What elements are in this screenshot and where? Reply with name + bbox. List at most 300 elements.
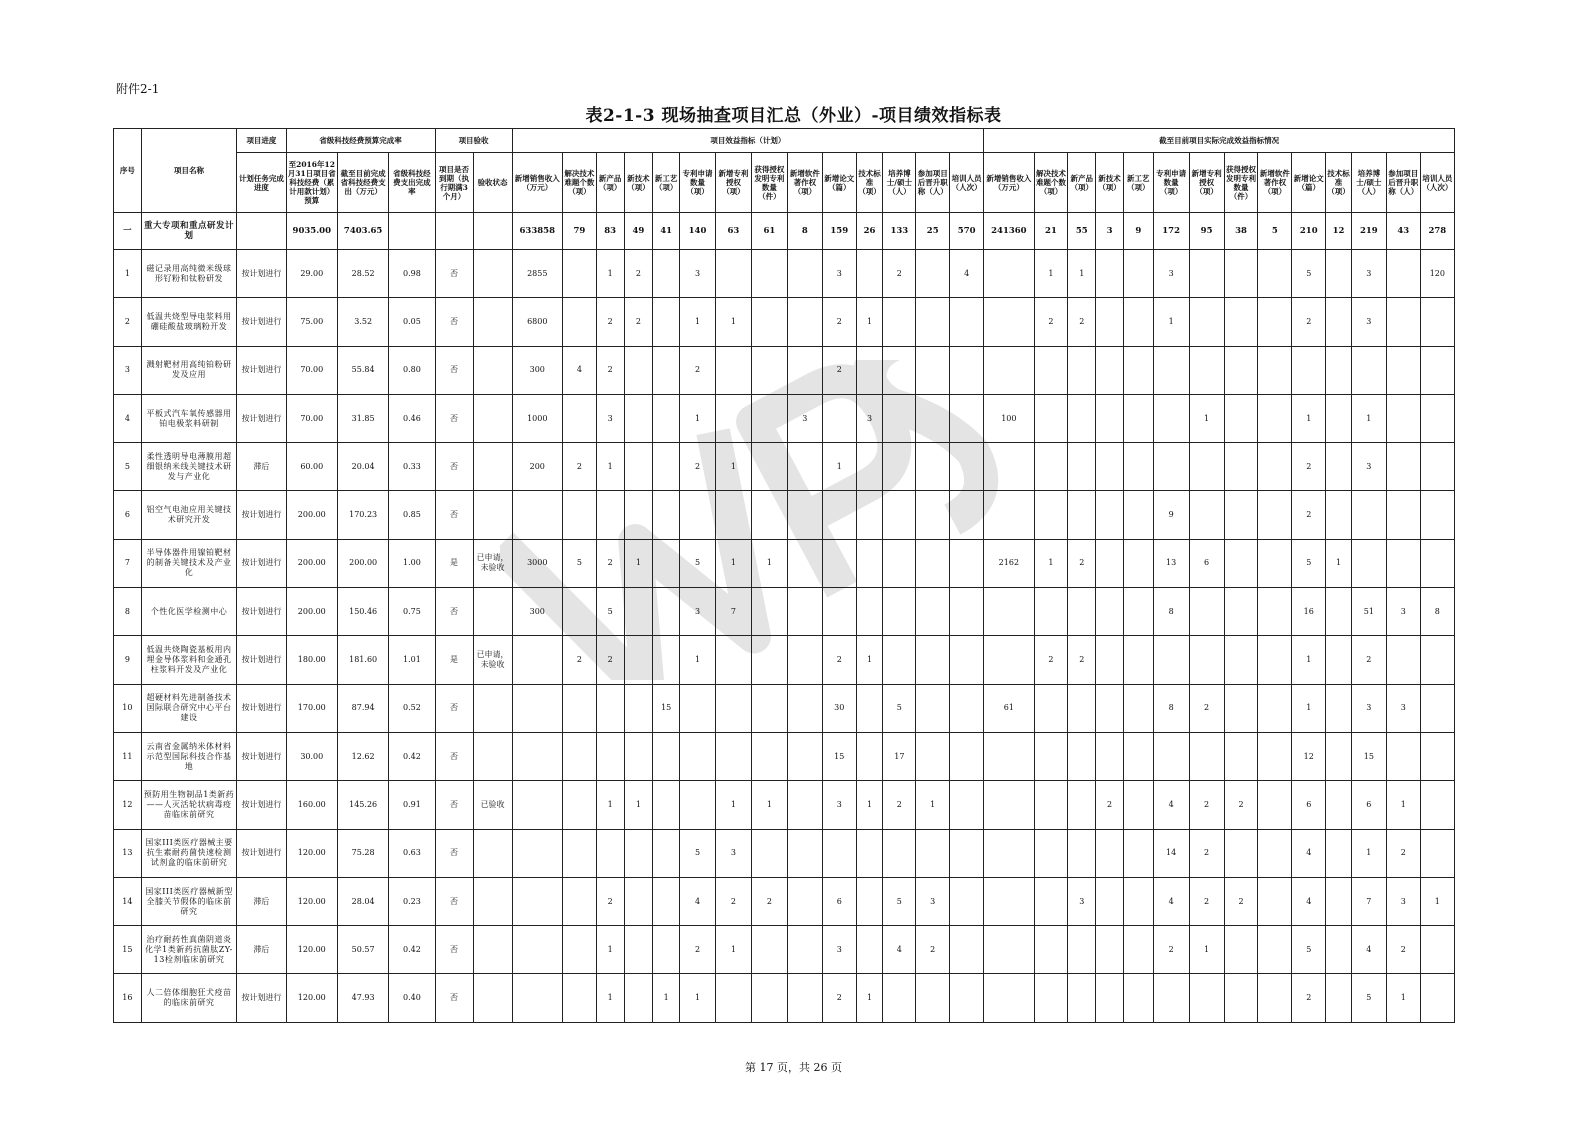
cell-planned-metric: 5 bbox=[596, 588, 624, 636]
cell-budget: 29.00 bbox=[286, 250, 337, 298]
cell-actual-metric bbox=[1189, 443, 1224, 491]
cell-actual-metric bbox=[984, 926, 1034, 974]
cell-progress: 按计划进行 bbox=[237, 974, 286, 1022]
planned-metric-header: 新增软件著作权（项） bbox=[787, 153, 822, 213]
header-planned: 项目效益指标（计划） bbox=[512, 129, 984, 153]
cell-actual-metric bbox=[1258, 394, 1292, 442]
cell-actual-metric: 120 bbox=[1420, 250, 1454, 298]
cell-actual-metric: 2 bbox=[1189, 829, 1224, 877]
cell-actual-metric bbox=[1326, 781, 1352, 829]
cell-planned-metric bbox=[624, 877, 653, 925]
cell-status: 已申请，未验收 bbox=[473, 539, 512, 587]
planned-metric-header: 新增专利授权（项） bbox=[715, 153, 751, 213]
cell-planned-metric: 79 bbox=[562, 213, 596, 250]
table-row bbox=[114, 491, 1455, 539]
cell-actual-metric bbox=[1258, 298, 1292, 346]
cell-actual-metric bbox=[1189, 298, 1224, 346]
cell-name: 溅射靶材用高纯铂粉研发及应用 bbox=[141, 346, 237, 394]
cell-actual-metric bbox=[1258, 877, 1292, 925]
cell-actual-metric bbox=[1224, 491, 1258, 539]
cell-actual-metric bbox=[1420, 298, 1454, 346]
cell-actual-metric: 210 bbox=[1292, 213, 1326, 250]
cell-planned-metric bbox=[653, 250, 680, 298]
cell-rate: 0.46 bbox=[389, 394, 435, 442]
cell-progress: 按计划进行 bbox=[237, 394, 286, 442]
cell-rate: 0.42 bbox=[389, 732, 435, 780]
cell-actual-metric bbox=[1096, 684, 1124, 732]
cell-planned-metric: 5 bbox=[883, 877, 916, 925]
cell-planned-metric bbox=[680, 491, 716, 539]
cell-actual-metric bbox=[1096, 346, 1124, 394]
cell-actual-metric bbox=[984, 588, 1034, 636]
cell-planned-metric bbox=[916, 346, 950, 394]
cell-planned-metric bbox=[787, 636, 822, 684]
header-acceptance: 项目验收 bbox=[435, 129, 512, 153]
cell-overdue: 是 bbox=[435, 636, 473, 684]
cell-planned-metric bbox=[856, 346, 883, 394]
cell-actual-metric bbox=[1258, 974, 1292, 1022]
cell-actual-metric: 3 bbox=[1351, 443, 1386, 491]
cell-actual-metric: 3 bbox=[1351, 298, 1386, 346]
cell-planned-metric bbox=[950, 539, 984, 587]
cell-actual-metric bbox=[1068, 732, 1096, 780]
cell-actual-metric: 3 bbox=[1351, 684, 1386, 732]
cell-planned-metric bbox=[787, 974, 822, 1022]
cell-actual-metric: 5 bbox=[1292, 539, 1326, 587]
cell-actual-metric bbox=[1123, 781, 1153, 829]
cell-status bbox=[473, 684, 512, 732]
cell-planned-metric bbox=[916, 298, 950, 346]
planned-metric-header: 技术标准（项） bbox=[856, 153, 883, 213]
cell-actual-metric bbox=[1420, 684, 1454, 732]
cell-spent: 55.84 bbox=[337, 346, 388, 394]
cell-actual-metric: 2 bbox=[1189, 684, 1224, 732]
cell-planned-metric: 2 bbox=[562, 636, 596, 684]
cell-planned-metric bbox=[751, 926, 787, 974]
cell-planned-metric: 15 bbox=[653, 684, 680, 732]
cell-planned-metric bbox=[856, 684, 883, 732]
cell-progress: 按计划进行 bbox=[237, 346, 286, 394]
cell-budget: 120.00 bbox=[286, 877, 337, 925]
cell-planned-metric bbox=[512, 926, 562, 974]
cell-actual-metric bbox=[1189, 588, 1224, 636]
cell-actual-metric: 2 bbox=[1096, 781, 1124, 829]
cell-actual-metric bbox=[1224, 732, 1258, 780]
cell-actual-metric bbox=[1224, 588, 1258, 636]
cell-actual-metric bbox=[1068, 684, 1096, 732]
cell-actual-metric bbox=[1096, 250, 1124, 298]
cell-planned-metric: 2 bbox=[680, 443, 716, 491]
cell-actual-metric bbox=[1326, 588, 1352, 636]
cell-planned-metric: 2 bbox=[715, 877, 751, 925]
cell-planned-metric: 1 bbox=[715, 443, 751, 491]
cell-planned-metric bbox=[596, 684, 624, 732]
cell-seq: 11 bbox=[114, 732, 142, 780]
cell-actual-metric bbox=[1326, 636, 1352, 684]
cell-actual-metric bbox=[1386, 539, 1420, 587]
cell-planned-metric: 17 bbox=[883, 732, 916, 780]
cell-actual-metric bbox=[1123, 250, 1153, 298]
cell-actual-metric: 9 bbox=[1123, 213, 1153, 250]
cell-actual-metric bbox=[1034, 346, 1068, 394]
cell-actual-metric: 2 bbox=[1386, 926, 1420, 974]
cell-actual-metric bbox=[1034, 588, 1068, 636]
cell-planned-metric bbox=[512, 732, 562, 780]
cell-actual-metric: 2 bbox=[1386, 829, 1420, 877]
cell-spent: 75.28 bbox=[337, 829, 388, 877]
cell-planned-metric: 1 bbox=[596, 250, 624, 298]
cell-overdue: 否 bbox=[435, 684, 473, 732]
cell-planned-metric: 2 bbox=[822, 298, 856, 346]
cell-actual-metric bbox=[984, 636, 1034, 684]
cell-overdue: 否 bbox=[435, 877, 473, 925]
cell-actual-metric bbox=[1068, 829, 1096, 877]
cell-planned-metric: 3 bbox=[787, 394, 822, 442]
cell-planned-metric bbox=[653, 443, 680, 491]
cell-planned-metric: 200 bbox=[512, 443, 562, 491]
cell-name: 平板式汽车氧传感器用铂电极浆料研制 bbox=[141, 394, 237, 442]
actual-metric-header: 解决技术难题个数（项） bbox=[1034, 153, 1068, 213]
cell-actual-metric bbox=[1096, 443, 1124, 491]
subheader-spent: 截至目前完成省科技经费支出（万元） bbox=[337, 153, 388, 213]
actual-metric-header: 培训人员（人次） bbox=[1420, 153, 1454, 213]
cell-planned-metric: 2 bbox=[916, 926, 950, 974]
table-row bbox=[114, 684, 1455, 732]
cell-actual-metric: 5 bbox=[1258, 213, 1292, 250]
cell-planned-metric: 26 bbox=[856, 213, 883, 250]
cell-planned-metric: 4 bbox=[950, 250, 984, 298]
cell-planned-metric bbox=[856, 588, 883, 636]
cell-planned-metric bbox=[856, 250, 883, 298]
planned-metric-header: 新增销售收入（万元） bbox=[512, 153, 562, 213]
cell-seq: 一 bbox=[114, 213, 142, 250]
cell-actual-metric bbox=[1068, 346, 1096, 394]
cell-planned-metric: 1 bbox=[596, 781, 624, 829]
cell-planned-metric bbox=[680, 781, 716, 829]
cell-actual-metric bbox=[1224, 636, 1258, 684]
cell-planned-metric: 2 bbox=[822, 636, 856, 684]
cell-actual-metric bbox=[1034, 684, 1068, 732]
cell-planned-metric: 2 bbox=[562, 443, 596, 491]
table-row bbox=[114, 539, 1455, 587]
cell-planned-metric bbox=[751, 829, 787, 877]
cell-budget: 200.00 bbox=[286, 588, 337, 636]
cell-overdue: 否 bbox=[435, 974, 473, 1022]
cell-actual-metric bbox=[984, 346, 1034, 394]
cell-actual-metric bbox=[1068, 588, 1096, 636]
cell-actual-metric bbox=[1224, 346, 1258, 394]
cell-actual-metric bbox=[1034, 974, 1068, 1022]
planned-metric-header: 专利申请数量（项） bbox=[680, 153, 716, 213]
cell-planned-metric bbox=[883, 346, 916, 394]
cell-actual-metric bbox=[1189, 491, 1224, 539]
cell-actual-metric: 8 bbox=[1420, 588, 1454, 636]
cell-actual-metric bbox=[984, 443, 1034, 491]
cell-planned-metric bbox=[822, 588, 856, 636]
cell-actual-metric bbox=[1123, 491, 1153, 539]
cell-planned-metric bbox=[916, 829, 950, 877]
cell-actual-metric: 278 bbox=[1420, 213, 1454, 250]
cell-actual-metric bbox=[1034, 781, 1068, 829]
cell-planned-metric bbox=[751, 974, 787, 1022]
cell-status bbox=[473, 877, 512, 925]
cell-actual-metric: 2 bbox=[1224, 877, 1258, 925]
cell-spent: 87.94 bbox=[337, 684, 388, 732]
cell-actual-metric bbox=[1123, 684, 1153, 732]
cell-actual-metric: 12 bbox=[1326, 213, 1352, 250]
actual-metric-header: 新技术（项） bbox=[1096, 153, 1124, 213]
cell-planned-metric bbox=[916, 636, 950, 684]
cell-name: 个性化医学检测中心 bbox=[141, 588, 237, 636]
cell-progress: 按计划进行 bbox=[237, 732, 286, 780]
cell-status bbox=[473, 346, 512, 394]
cell-planned-metric bbox=[856, 539, 883, 587]
cell-progress: 滞后 bbox=[237, 877, 286, 925]
cell-seq: 4 bbox=[114, 394, 142, 442]
cell-actual-metric bbox=[1123, 732, 1153, 780]
cell-planned-metric: 1 bbox=[751, 539, 787, 587]
cell-planned-metric bbox=[751, 732, 787, 780]
cell-seq: 7 bbox=[114, 539, 142, 587]
cell-planned-metric bbox=[512, 877, 562, 925]
cell-actual-metric bbox=[1326, 829, 1352, 877]
cell-actual-metric: 2 bbox=[1068, 298, 1096, 346]
cell-planned-metric bbox=[950, 781, 984, 829]
cell-planned-metric bbox=[715, 394, 751, 442]
cell-actual-metric: 2 bbox=[1153, 926, 1189, 974]
cell-planned-metric bbox=[715, 636, 751, 684]
cell-planned-metric: 5 bbox=[883, 684, 916, 732]
cell-planned-metric: 41 bbox=[653, 213, 680, 250]
cell-rate: 0.40 bbox=[389, 974, 435, 1022]
cell-planned-metric: 6800 bbox=[512, 298, 562, 346]
cell-actual-metric bbox=[1068, 926, 1096, 974]
cell-planned-metric: 1 bbox=[624, 781, 653, 829]
cell-planned-metric bbox=[562, 877, 596, 925]
cell-rate: 0.05 bbox=[389, 298, 435, 346]
cell-name: 铝空气电池应用关键技术研究开发 bbox=[141, 491, 237, 539]
cell-actual-metric: 172 bbox=[1153, 213, 1189, 250]
cell-planned-metric: 2 bbox=[751, 877, 787, 925]
cell-actual-metric: 1 bbox=[1292, 636, 1326, 684]
cell-actual-metric bbox=[1326, 491, 1352, 539]
cell-actual-metric bbox=[1292, 346, 1326, 394]
cell-planned-metric bbox=[883, 394, 916, 442]
cell-actual-metric: 4 bbox=[1351, 926, 1386, 974]
actual-metric-header: 获得授权发明专利数量（件） bbox=[1224, 153, 1258, 213]
cell-overdue: 否 bbox=[435, 732, 473, 780]
cell-actual-metric: 5 bbox=[1292, 250, 1326, 298]
cell-actual-metric: 6 bbox=[1351, 781, 1386, 829]
cell-actual-metric bbox=[1123, 443, 1153, 491]
cell-actual-metric: 100 bbox=[984, 394, 1034, 442]
cell-actual-metric bbox=[984, 877, 1034, 925]
cell-actual-metric: 1 bbox=[1326, 539, 1352, 587]
cell-planned-metric: 83 bbox=[596, 213, 624, 250]
cell-planned-metric bbox=[715, 250, 751, 298]
cell-actual-metric: 2 bbox=[1034, 298, 1068, 346]
cell-planned-metric bbox=[787, 298, 822, 346]
cell-actual-metric bbox=[1420, 974, 1454, 1022]
cell-seq: 1 bbox=[114, 250, 142, 298]
cell-planned-metric bbox=[751, 346, 787, 394]
cell-planned-metric bbox=[751, 443, 787, 491]
cell-actual-metric: 4 bbox=[1153, 877, 1189, 925]
cell-actual-metric: 16 bbox=[1292, 588, 1326, 636]
cell-planned-metric bbox=[883, 491, 916, 539]
cell-name: 治疗耐药性真菌阴道炎化学1类新药抗菌肽ZY-13栓剂临床前研究 bbox=[141, 926, 237, 974]
performance-table bbox=[113, 128, 1455, 1023]
cell-actual-metric bbox=[1153, 394, 1189, 442]
cell-budget: 170.00 bbox=[286, 684, 337, 732]
cell-budget: 70.00 bbox=[286, 346, 337, 394]
cell-rate: 1.01 bbox=[389, 636, 435, 684]
cell-actual-metric: 43 bbox=[1386, 213, 1420, 250]
cell-planned-metric: 6 bbox=[822, 877, 856, 925]
cell-planned-metric: 1 bbox=[822, 443, 856, 491]
cell-planned-metric: 1 bbox=[680, 298, 716, 346]
cell-actual-metric bbox=[1034, 926, 1068, 974]
cell-planned-metric: 3 bbox=[822, 250, 856, 298]
table-row bbox=[114, 250, 1455, 298]
cell-actual-metric bbox=[1258, 443, 1292, 491]
actual-metric-header: 技术标准（项） bbox=[1326, 153, 1352, 213]
cell-planned-metric bbox=[883, 636, 916, 684]
cell-actual-metric bbox=[1351, 491, 1386, 539]
cell-budget: 180.00 bbox=[286, 636, 337, 684]
cell-actual-metric: 3 bbox=[1068, 877, 1096, 925]
table-row bbox=[114, 394, 1455, 442]
table-row bbox=[114, 588, 1455, 636]
cell-planned-metric: 2 bbox=[624, 298, 653, 346]
cell-actual-metric bbox=[1224, 974, 1258, 1022]
cell-planned-metric: 1 bbox=[715, 781, 751, 829]
cell-planned-metric bbox=[950, 732, 984, 780]
cell-planned-metric bbox=[715, 346, 751, 394]
cell-overdue: 否 bbox=[435, 926, 473, 974]
cell-planned-metric bbox=[624, 732, 653, 780]
cell-planned-metric bbox=[856, 877, 883, 925]
cell-planned-metric: 633858 bbox=[512, 213, 562, 250]
cell-actual-metric: 8 bbox=[1153, 684, 1189, 732]
cell-planned-metric: 1 bbox=[856, 636, 883, 684]
cell-spent: 50.57 bbox=[337, 926, 388, 974]
cell-actual-metric: 3 bbox=[1351, 250, 1386, 298]
cell-actual-metric: 55 bbox=[1068, 213, 1096, 250]
cell-actual-metric bbox=[1326, 684, 1352, 732]
subheader-status: 验收状态 bbox=[473, 153, 512, 213]
cell-actual-metric bbox=[984, 829, 1034, 877]
cell-planned-metric bbox=[916, 539, 950, 587]
cell-planned-metric bbox=[653, 829, 680, 877]
table-row bbox=[114, 636, 1455, 684]
cell-planned-metric: 61 bbox=[751, 213, 787, 250]
cell-status bbox=[473, 443, 512, 491]
cell-planned-metric: 2 bbox=[883, 250, 916, 298]
table-row bbox=[114, 829, 1455, 877]
cell-actual-metric bbox=[1096, 394, 1124, 442]
cell-rate: 0.52 bbox=[389, 684, 435, 732]
cell-actual-metric: 1 bbox=[1351, 829, 1386, 877]
cell-planned-metric bbox=[653, 926, 680, 974]
cell-planned-metric bbox=[751, 491, 787, 539]
actual-metric-header: 新产品（项） bbox=[1068, 153, 1096, 213]
cell-actual-metric bbox=[1189, 974, 1224, 1022]
cell-actual-metric bbox=[1096, 829, 1124, 877]
cell-planned-metric bbox=[787, 443, 822, 491]
cell-actual-metric bbox=[1420, 636, 1454, 684]
cell-actual-metric bbox=[1386, 298, 1420, 346]
cell-planned-metric: 1 bbox=[624, 539, 653, 587]
cell-rate: 0.63 bbox=[389, 829, 435, 877]
cell-planned-metric: 3 bbox=[822, 926, 856, 974]
cell-planned-metric bbox=[787, 732, 822, 780]
cell-actual-metric bbox=[1258, 539, 1292, 587]
cell-actual-metric: 2 bbox=[1292, 298, 1326, 346]
cell-name: 国家III类医疗器械主要抗生素耐药菌快速检测试剂盒的临床前研究 bbox=[141, 829, 237, 877]
cell-actual-metric: 2162 bbox=[984, 539, 1034, 587]
cell-name: 磁记录用高纯微米级球形钌粉和钛粉研发 bbox=[141, 250, 237, 298]
cell-actual-metric: 61 bbox=[984, 684, 1034, 732]
cell-actual-metric bbox=[1258, 491, 1292, 539]
subheader-overdue: 项目是否到期（执行期满3个月） bbox=[435, 153, 473, 213]
cell-actual-metric bbox=[1258, 829, 1292, 877]
cell-name: 低温共烧陶瓷基板用内埋金导体浆料和金通孔柱浆料开发及产业化 bbox=[141, 636, 237, 684]
cell-planned-metric: 7 bbox=[715, 588, 751, 636]
cell-planned-metric bbox=[512, 684, 562, 732]
cell-planned-metric bbox=[822, 394, 856, 442]
cell-actual-metric bbox=[1258, 732, 1292, 780]
cell-budget: 160.00 bbox=[286, 781, 337, 829]
cell-seq: 8 bbox=[114, 588, 142, 636]
table-row bbox=[114, 443, 1455, 491]
cell-progress: 按计划进行 bbox=[237, 588, 286, 636]
cell-planned-metric: 2855 bbox=[512, 250, 562, 298]
cell-planned-metric: 3 bbox=[916, 877, 950, 925]
planned-metric-header: 新产品（项） bbox=[596, 153, 624, 213]
cell-status bbox=[473, 298, 512, 346]
cell-planned-metric bbox=[512, 636, 562, 684]
cell-seq: 13 bbox=[114, 829, 142, 877]
cell-planned-metric: 4 bbox=[562, 346, 596, 394]
cell-planned-metric bbox=[916, 250, 950, 298]
cell-actual-metric bbox=[1258, 684, 1292, 732]
cell-actual-metric bbox=[1326, 974, 1352, 1022]
cell-planned-metric bbox=[653, 394, 680, 442]
cell-rate: 0.75 bbox=[389, 588, 435, 636]
cell-planned-metric bbox=[653, 732, 680, 780]
cell-status bbox=[473, 926, 512, 974]
cell-actual-metric bbox=[1258, 346, 1292, 394]
cell-planned-metric bbox=[715, 684, 751, 732]
cell-budget: 30.00 bbox=[286, 732, 337, 780]
cell-rate: 0.85 bbox=[389, 491, 435, 539]
cell-planned-metric bbox=[856, 732, 883, 780]
cell-status: 已申请，未验收 bbox=[473, 636, 512, 684]
cell-planned-metric: 63 bbox=[715, 213, 751, 250]
cell-planned-metric: 4 bbox=[883, 926, 916, 974]
cell-spent: 170.23 bbox=[337, 491, 388, 539]
cell-name: 人二倍体细胞狂犬疫苗的临床前研究 bbox=[141, 974, 237, 1022]
cell-actual-metric: 9 bbox=[1153, 491, 1189, 539]
cell-planned-metric bbox=[624, 443, 653, 491]
cell-actual-metric bbox=[1224, 443, 1258, 491]
cell-actual-metric: 1 bbox=[1386, 974, 1420, 1022]
cell-seq: 3 bbox=[114, 346, 142, 394]
cell-planned-metric: 1 bbox=[596, 926, 624, 974]
cell-actual-metric bbox=[984, 732, 1034, 780]
cell-spent: 20.04 bbox=[337, 443, 388, 491]
